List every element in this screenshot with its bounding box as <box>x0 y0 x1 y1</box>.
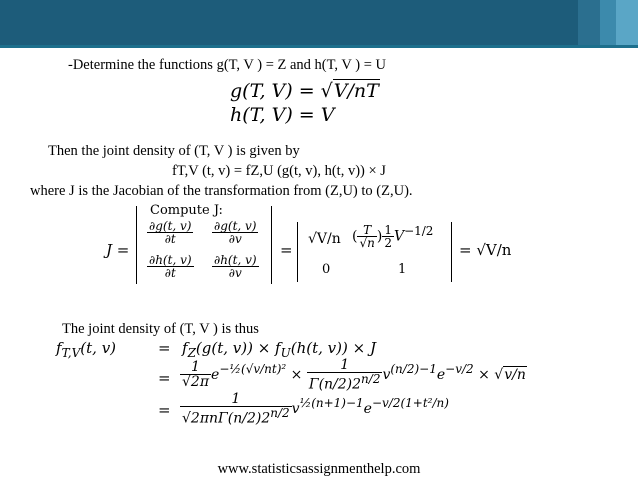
density-row1-rhs: $f_Z(g(t$, $v)) \times f_U(h(t$, v)) × J <box>182 339 376 360</box>
equation-g: g(T, V) = √V/nT <box>230 80 379 102</box>
jacobian-caption: Compute J: <box>150 203 223 218</box>
header-underline <box>0 45 638 48</box>
header-segment <box>600 0 616 45</box>
jacobian-result: = √V/n <box>459 241 512 259</box>
jacobian-r11: √V/n <box>308 231 341 247</box>
jacobian-cell-22: $\frac{\partial h(t, v)}{\partial v}$ <box>214 253 257 280</box>
determinant2-bar-left <box>297 222 298 282</box>
density-row2-eq: = <box>158 369 171 387</box>
jacobian-cell-11: $\frac{\partial g(t, v)}{\partial t}$ <box>149 219 192 246</box>
jacobian-r12: ( $\frac{T}{√n}$ ) $\frac{1}{2}$ $V^{-1/2}$ <box>352 223 434 250</box>
density-lhs: $f_{T,V}(t$, v) <box>56 339 117 360</box>
header-bar <box>0 0 638 45</box>
density-row3-rhs: $\frac{1}{√2\pi n\Gamma(n/2)2^{n/2}}$ $v^{\frac{1}{2}(n+1)-1}e^{-v/2(1+t^2/n)}$ <box>182 391 449 427</box>
text-joint-density-thus: The joint density of (T, V ) is thus <box>62 321 259 337</box>
footer-url: www.statisticsassignmenthelp.com <box>217 461 421 477</box>
determinant-bar-left <box>136 206 137 284</box>
jacobian-equals: = <box>280 241 293 259</box>
density-row3-eq: = <box>158 401 171 419</box>
text-joint-density-given: Then the joint density of (T, V ) is given by <box>48 143 300 159</box>
text-determine-functions: -Determine the functions g(T, V ) = Z and h(T, V ) = U <box>68 57 386 73</box>
determinant-bar-right <box>271 206 272 284</box>
jacobian-r22: 1 <box>398 262 407 277</box>
jacobian-cell-21: $\frac{\partial h(t, v)}{\partial t}$ <box>149 253 192 280</box>
jacobian-cell-12: $\frac{\partial g(t, v)}{\partial v}$ <box>214 219 257 246</box>
equation-h: h(T, V) = V <box>230 104 335 126</box>
jacobian-r21: 0 <box>322 262 331 277</box>
text-density-formula: fT,V (t, v) = fZ,U (g(t, v), h(t, v)) × J <box>172 163 386 179</box>
density-row2-rhs: $\frac{1}{√2\pi}$ $e^{-\frac{1}{2}(√v/nt)^2}$ × $\frac{1}{\Gamma(n/2)2^{n/2}}$ $v^{(n/2)-1}e^{-v/2} \times √v/n$ <box>182 357 526 393</box>
text-jacobian-definition: where J is the Jacobian of the transformation from (Z,U) to (Z,U). <box>30 183 413 199</box>
jacobian-lhs: J = <box>106 241 130 259</box>
density-row1-eq: = <box>158 339 171 357</box>
determinant2-bar-right <box>451 222 452 282</box>
header-segment <box>616 0 638 45</box>
header-segment <box>578 0 600 45</box>
